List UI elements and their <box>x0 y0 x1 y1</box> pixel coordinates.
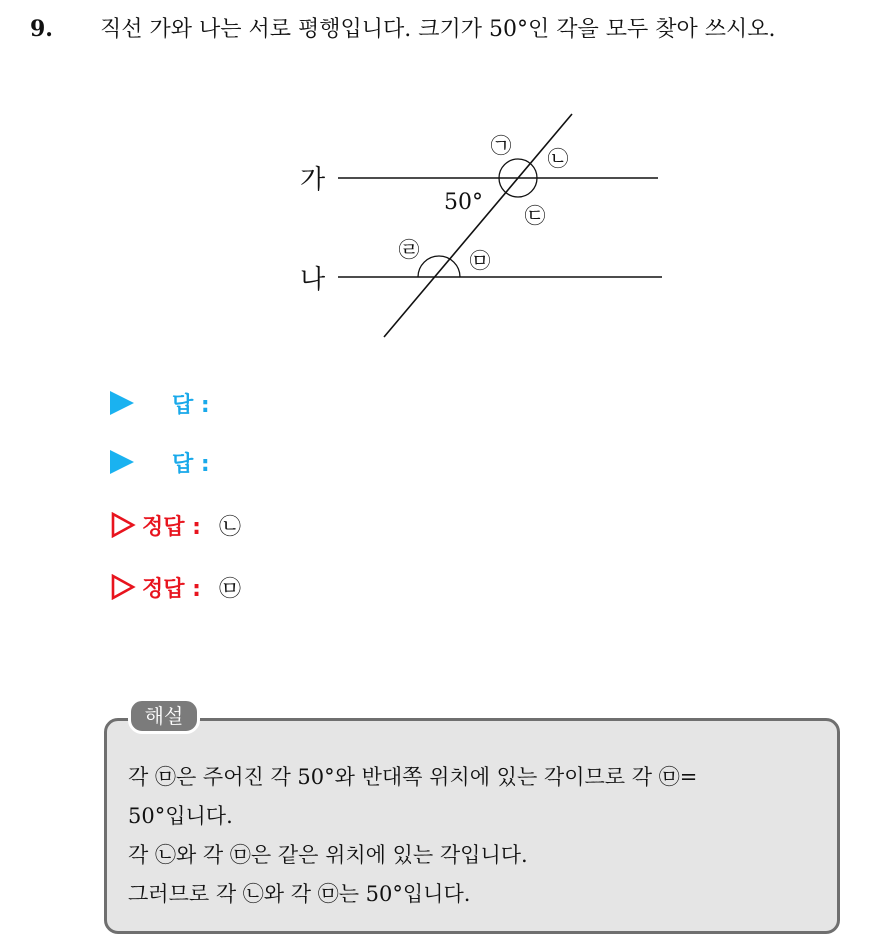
angle-arc-lower <box>418 256 460 277</box>
correct-answer-label: 정답 : <box>142 514 201 540</box>
answer-row-4 <box>110 570 241 604</box>
answer-row-3 <box>110 508 241 542</box>
explanation-tab: 해설 <box>128 698 200 734</box>
answer-row-1 <box>110 386 228 420</box>
angle-marker-4: ㉣ <box>398 238 420 262</box>
explanation-line-1: 각 ㉤은 주어진 각 50°와 반대쪽 위치에 있는 각이므로 각 ㉤= <box>128 765 698 789</box>
answer-label: 답 : <box>172 451 210 477</box>
explanation-line-3: 각 ㉡와 각 ㉤은 같은 위치에 있는 각입니다. <box>128 843 528 867</box>
parallel-lines-figure <box>290 108 680 348</box>
explanation-line-4: 그러므로 각 ㉡와 각 ㉤는 50°입니다. <box>128 882 471 906</box>
answer-label: 답 : <box>172 392 210 418</box>
question <box>30 14 775 45</box>
question-number: 9. <box>30 16 53 42</box>
angle-marker-1: ㉠ <box>490 134 512 158</box>
explanation-line-2: 50°입니다. <box>128 804 233 828</box>
play-arrow-icon <box>110 450 134 474</box>
angle-marker-2: ㉡ <box>547 147 569 171</box>
line-label-na: 나 <box>300 265 326 295</box>
correct-answer-value: ㉤ <box>218 576 241 602</box>
explanation-text <box>128 758 697 914</box>
correct-answer-label: 정답 : <box>142 576 201 602</box>
question-text: 직선 가와 나는 서로 평행입니다. 크기가 50°인 각을 모두 찾아 쓰시오. <box>100 17 776 42</box>
play-arrow-icon <box>110 391 134 415</box>
correct-answer-value: ㉡ <box>218 514 241 540</box>
line-label-ga: 가 <box>300 165 326 195</box>
answer-row-2 <box>110 445 228 479</box>
angle-marker-3: ㉢ <box>524 204 546 228</box>
angle-marker-5: ㉤ <box>469 249 491 273</box>
angle-value-label: 50° <box>444 190 483 215</box>
outline-arrow-icon <box>110 512 136 538</box>
outline-arrow-icon <box>110 574 136 600</box>
